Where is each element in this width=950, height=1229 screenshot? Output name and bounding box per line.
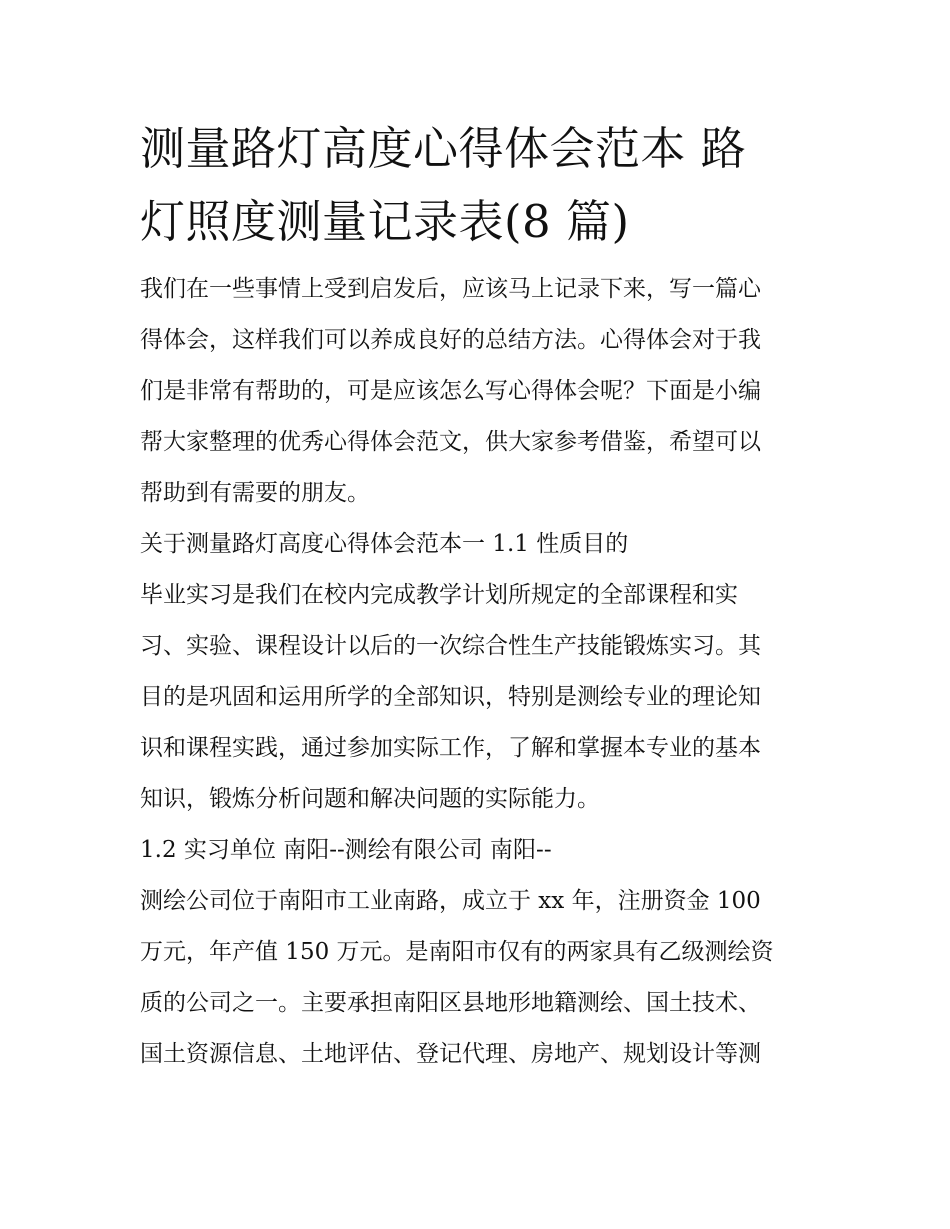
text-line: 毕业实习是我们在校内完成教学计划所规定的全部课程和实	[140, 582, 738, 608]
company-paragraph	[140, 876, 820, 1080]
text-line: 帮大家整理的优秀心得体会范文，供大家参考借鉴，希望可以	[140, 429, 761, 455]
intro-paragraph	[140, 264, 820, 519]
text-line: 帮助到有需要的朋友。	[140, 480, 370, 506]
text-line: 我们在一些事情上受到启发后，应该马上记录下来，写一篇心	[140, 276, 761, 302]
purpose-paragraph	[140, 570, 820, 825]
text-line: 万元，年产值 150 万元。是南阳市仅有的两家具有乙级测绘资	[140, 939, 774, 965]
section-heading	[140, 519, 820, 570]
text-line: 们是非常有帮助的，可是应该怎么写心得体会呢？下面是小编	[140, 378, 761, 404]
text-line: 识和课程实践，通过参加实际工作，了解和掌握本专业的基本	[140, 735, 761, 761]
text-line: 测绘公司位于南阳市工业南路，成立于 xx 年，注册资金 100	[140, 888, 761, 914]
text-line: 得体会，这样我们可以养成良好的总结方法。心得体会对于我	[140, 327, 761, 353]
text-line: 目的是巩固和运用所学的全部知识，特别是测绘专业的理论知	[140, 684, 761, 710]
document-title	[140, 112, 820, 258]
title-line: 测量路灯高度心得体会范本 路	[140, 122, 747, 175]
title-line: 灯照度测量记录表(8 篇)	[140, 195, 630, 248]
text-line: 国土资源信息、土地评估、登记代理、房地产、规划设计等测	[140, 1041, 761, 1067]
document-page	[140, 112, 820, 1080]
text-line: 习、实验、课程设计以后的一次综合性生产技能锻炼实习。其	[140, 633, 761, 659]
text-line: 1.2 实习单位 南阳--测绘有限公司 南阳--	[140, 837, 552, 863]
text-line: 知识，锻炼分析问题和解决问题的实际能力。	[140, 786, 600, 812]
subsection-heading	[140, 825, 820, 876]
text-line: 质的公司之一。主要承担南阳区县地形地籍测绘、国土技术、	[140, 990, 761, 1016]
text-line: 关于测量路灯高度心得体会范本一 1.1 性质目的	[140, 531, 629, 557]
